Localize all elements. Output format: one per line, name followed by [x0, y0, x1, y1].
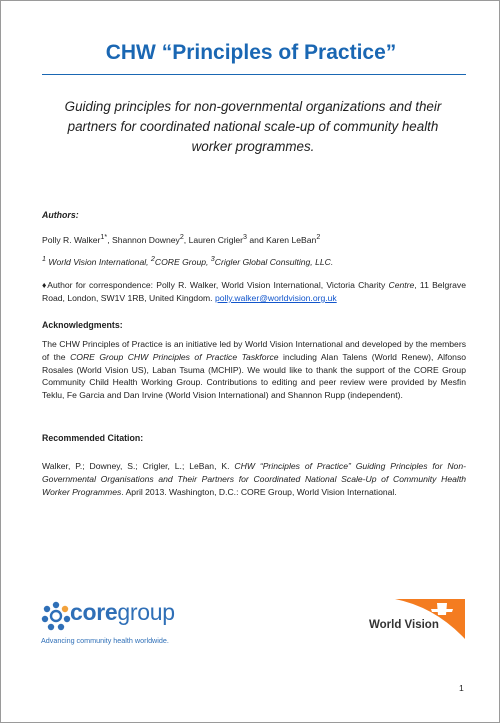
- authors-list: [42, 231, 466, 247]
- core-group-logo: [41, 601, 211, 651]
- world-vision-wordmark: World Vision: [369, 619, 439, 631]
- correspondence-email-link[interactable]: polly.walker@worldvision.org.uk: [214, 292, 337, 303]
- core-group-circle-icon: [41, 601, 71, 631]
- core-group-word-core: core: [70, 599, 118, 625]
- correspondence-text: ♦Author for correspondence: Polly R. Walker, World Vision International, Victoria Charity: [42, 280, 389, 290]
- author-affiliation-marker: 3: [243, 233, 248, 241]
- citation-text: Walker, P.; Downey, S.; Crigler, L.; LeBan, K.: [42, 461, 235, 471]
- affiliation-marker: 3: [210, 255, 215, 263]
- author-name: , Lauren Crigler: [183, 234, 244, 245]
- affiliations: [42, 253, 466, 269]
- core-group-wordmark: [70, 599, 175, 626]
- citation-text-2: . April 2013. Washington, D.C.: CORE Group, World Vision International.: [121, 486, 397, 497]
- core-group-word-group: group: [117, 599, 175, 625]
- core-group-tagline: Advancing community health worldwide.: [41, 636, 169, 645]
- correspondence: [42, 279, 466, 305]
- authors-heading: [42, 209, 466, 222]
- acknowledgments-text: The CHW Principles of Practice is an initiative led by World Vision International and developed by the members of the: [42, 339, 466, 362]
- acknowledgments-taskforce: CORE Group CHW Principles of Practice Taskforce: [70, 351, 279, 362]
- citation-paragraph: [42, 460, 466, 498]
- affiliation-marker: 2: [150, 255, 155, 263]
- author-affiliation-marker: 2: [316, 233, 321, 241]
- page-number: 1: [459, 683, 464, 693]
- author-affiliation-marker: 1*: [100, 233, 108, 241]
- citation-title: CHW “Principles of Practice” Guiding Principles for Non-Governmental Organisations and Their Partners for Coordinated National Scale-Up of Community Health Worker Programmes: [42, 461, 466, 497]
- affiliation-text: World Vision International,: [45, 256, 151, 267]
- acknowledgments-text-2: including Alan Talens (World Renew), Alfonso Rosales (World Vision US), Laban Tsuma (MCHIP). We would like to thank the support of the CORE Group Community Child Health Working Group. Contributions to editing and peer review were provided by Mesfin Teklu, Fe Garcia and Dan Irvine (World Vision International) and Shannon Rupp (independent).: [42, 351, 467, 401]
- document-title: CHW “Principles of Practice”: [105, 41, 397, 64]
- affiliation-text: Crigler Global Consulting, LLC.: [214, 256, 334, 267]
- affiliation-marker: 1: [42, 255, 46, 263]
- citation-heading: Recommended Citation:: [42, 433, 144, 443]
- authors-heading-text: Authors:: [42, 210, 79, 220]
- author-affiliation-marker: 2: [179, 233, 184, 241]
- author-name: and Karen LeBan: [247, 234, 317, 245]
- author-name: Polly R. Walker: [42, 234, 101, 245]
- correspondence-centre: Centre: [388, 280, 415, 290]
- title-divider: [42, 74, 466, 75]
- author-name: , Shannon Downey: [107, 234, 180, 245]
- acknowledgments-paragraph: [42, 338, 466, 402]
- world-vision-logo: [369, 599, 465, 641]
- document-subtitle: Guiding principles for non-governmental organizations and their partners for coordinated national scale-up of community health worker programmes.: [64, 99, 442, 154]
- affiliation-text: CORE Group,: [154, 256, 211, 267]
- acknowledgments-heading: Acknowledgments:: [42, 320, 123, 330]
- correspondence-text-2: , 11 Belgrave Road, London, SW1V 1RB, United Kingdom.: [42, 280, 466, 303]
